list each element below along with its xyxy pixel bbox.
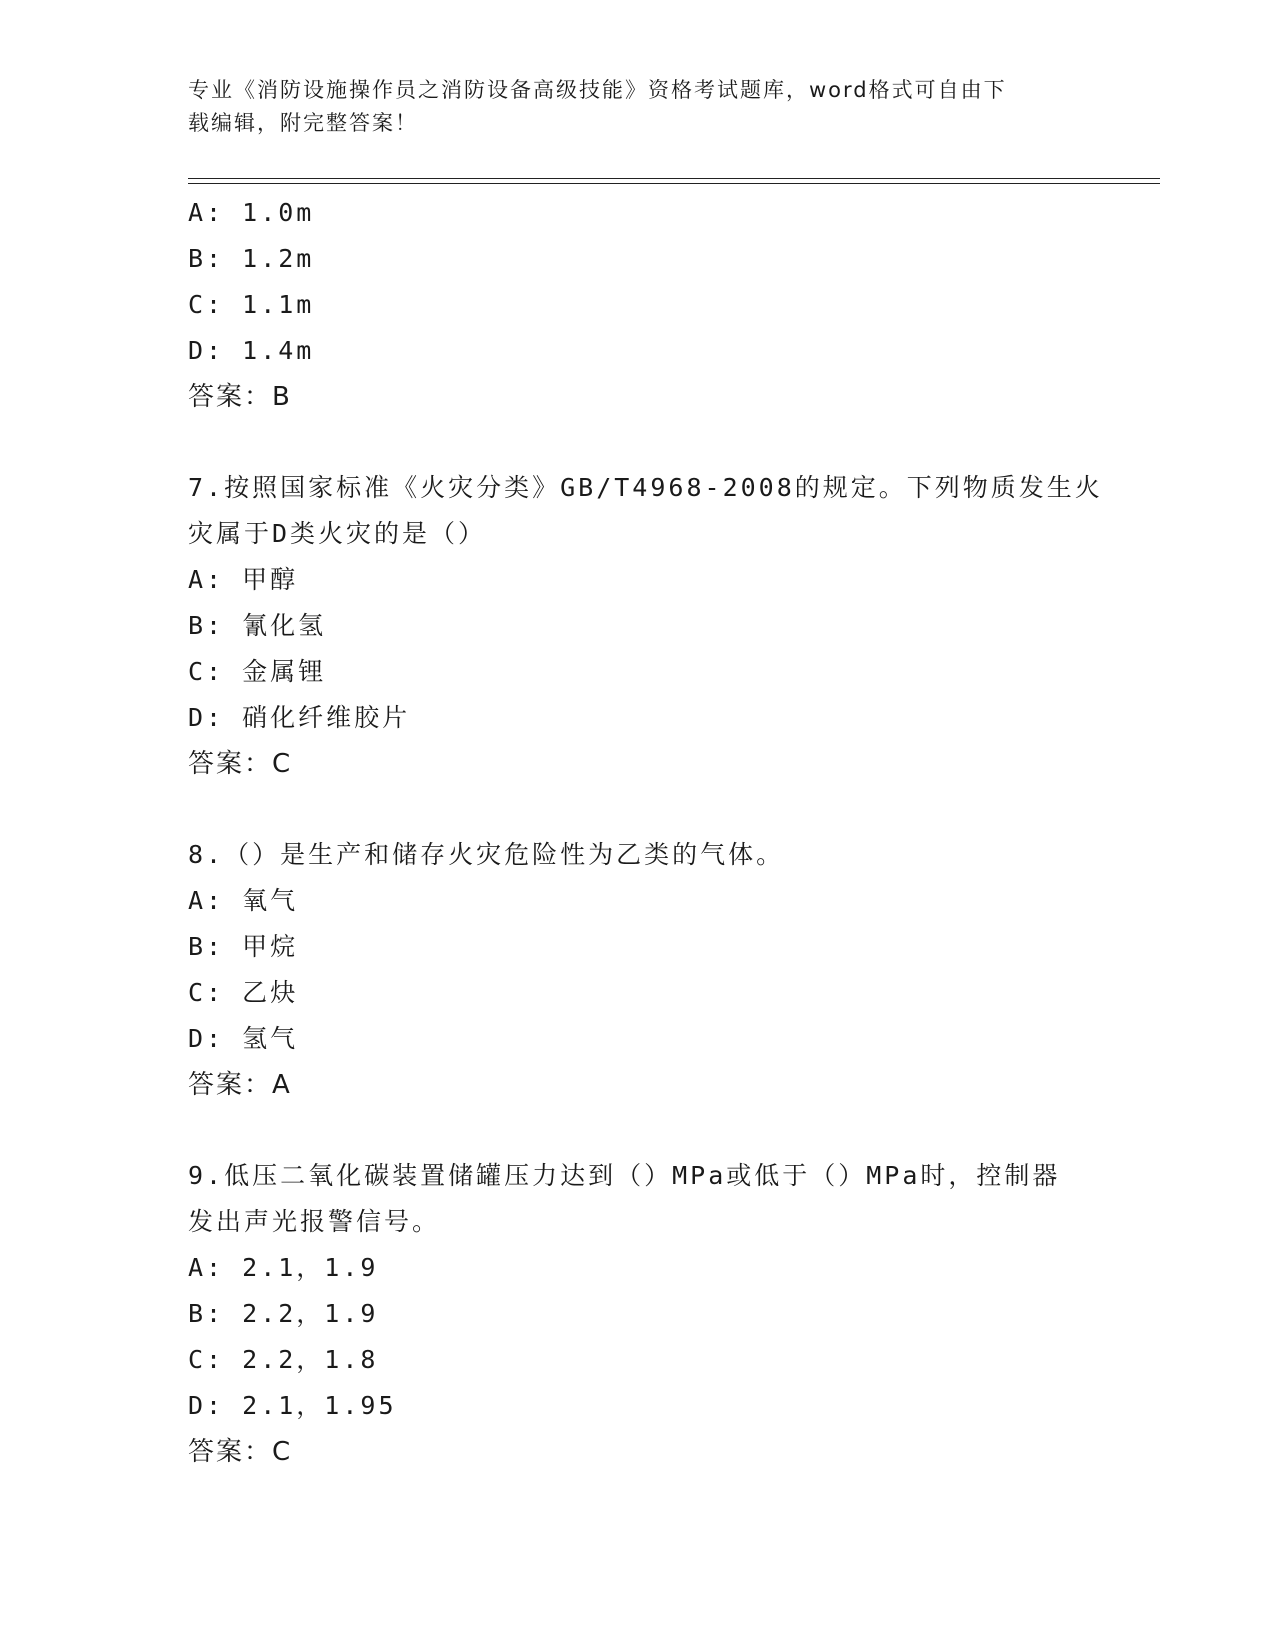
spacer: [188, 420, 1108, 465]
option-b: B: 2.2，1.9: [188, 1299, 379, 1328]
option-d: D: 氢气: [188, 1024, 299, 1053]
question-9: [188, 1153, 1108, 1475]
header-divider-top: [188, 178, 1160, 179]
question-stem: 8.（）是生产和储存火灾危险性为乙类的气体。: [188, 840, 785, 869]
answer: 答案：B: [188, 382, 292, 412]
option-b: B: 甲烷: [188, 932, 299, 961]
option-c: C: 金属锂: [188, 657, 327, 686]
option-a: A: 2.1，1.9: [188, 1253, 379, 1282]
question-stem: 7.按照国家标准《火灾分类》GB/T4968-2008的规定。下列物质发生火: [188, 473, 1103, 502]
header-divider-bottom: [188, 183, 1160, 184]
answer: 答案：C: [188, 1437, 293, 1467]
option-b: B: 氰化氢: [188, 611, 327, 640]
question-stem: 9.低压二氧化碳装置储罐压力达到（）MPa或低于（）MPa时，控制器: [188, 1161, 1061, 1190]
answer: 答案：A: [188, 1070, 292, 1100]
spacer: [188, 1108, 1108, 1153]
header-line-1: 专业《消防设施操作员之消防设备高级技能》资格考试题库，word格式可自由下: [188, 78, 1007, 102]
spacer: [188, 787, 1108, 832]
option-c: C: 1.1m: [188, 290, 315, 319]
option-d: D: 1.4m: [188, 336, 315, 365]
option-c: C: 2.2，1.8: [188, 1345, 379, 1374]
question-stem-continued: 灾属于D类火灾的是（）: [188, 519, 487, 548]
option-d: D: 2.1，1.95: [188, 1391, 397, 1420]
option-b: B: 1.2m: [188, 244, 315, 273]
header-line-2: 载编辑，附完整答案！: [188, 111, 418, 135]
answer: 答案：C: [188, 749, 293, 779]
question-list: [188, 190, 1108, 1475]
option-a: A: 甲醇: [188, 565, 299, 594]
document-header: [188, 74, 1088, 140]
question-8: [188, 832, 1108, 1108]
option-d: D: 硝化纤维胶片: [188, 703, 411, 732]
option-a: A: 1.0m: [188, 198, 315, 227]
option-a: A: 氧气: [188, 886, 299, 915]
option-c: C: 乙炔: [188, 978, 299, 1007]
question-6: [188, 190, 1108, 420]
question-7: [188, 465, 1108, 787]
question-stem-continued: 发出声光报警信号。: [188, 1207, 441, 1236]
